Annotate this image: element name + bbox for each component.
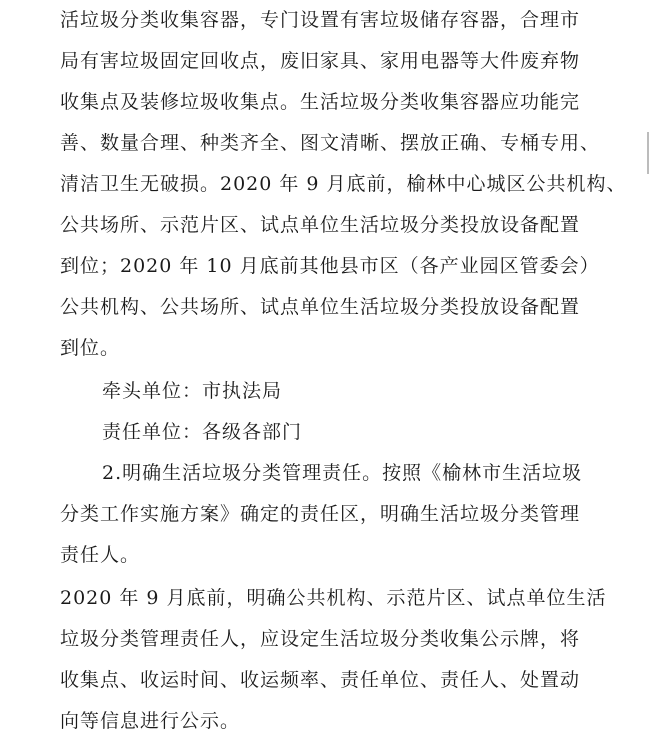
text-line-3: 收集点及装修垃圾收集点。生活垃圾分类收集容器应功能完	[60, 91, 581, 113]
text-line-18: 向等信息进行公示。	[60, 710, 241, 732]
text-line-16: 垃圾分类管理责任人，应设定生活垃圾分类收集公示牌，将	[60, 628, 581, 650]
text-line-8: 公共机构、公共场所、试点单位生活垃圾分类投放设备配置	[60, 296, 581, 318]
lead-unit-line: 牵头单位：市执法局	[102, 380, 283, 402]
text-line-14: 责任人。	[60, 544, 141, 566]
text-line-15: 2020 年 9 月底前，明确公共机构、示范片区、试点单位生活	[60, 587, 607, 609]
text-line-1: 活垃圾分类收集容器，专门设置有害垃圾储存容器，合理市	[60, 9, 581, 31]
text-line-5: 清洁卫生无破损。2020 年 9 月底前，榆林中心城区公共机构、	[60, 173, 627, 195]
text-line-13: 分类工作实施方案》确定的责任区，明确生活垃圾分类管理	[60, 503, 581, 525]
scan-edge-mark	[647, 132, 657, 174]
text-line-6: 公共场所、示范片区、试点单位生活垃圾分类投放设备配置	[60, 214, 581, 236]
text-line-4: 善、数量合理、种类齐全、图文清晰、摆放正确、专桶专用、	[60, 132, 601, 154]
text-line-7: 到位；2020 年 10 月底前其他县市区（各产业园区管委会）	[60, 255, 600, 277]
text-line-9: 到位。	[60, 337, 121, 359]
responsible-unit-line: 责任单位：各级各部门	[102, 421, 303, 443]
text-line-2: 局有害垃圾固定回收点，废旧家具、家用电器等大件废弃物	[60, 50, 581, 72]
section-2-heading-line: 2.明确生活垃圾分类管理责任。按照《榆林市生活垃圾	[102, 462, 583, 484]
text-line-17: 收集点、收运时间、收运频率、责任单位、责任人、处置动	[60, 669, 581, 691]
